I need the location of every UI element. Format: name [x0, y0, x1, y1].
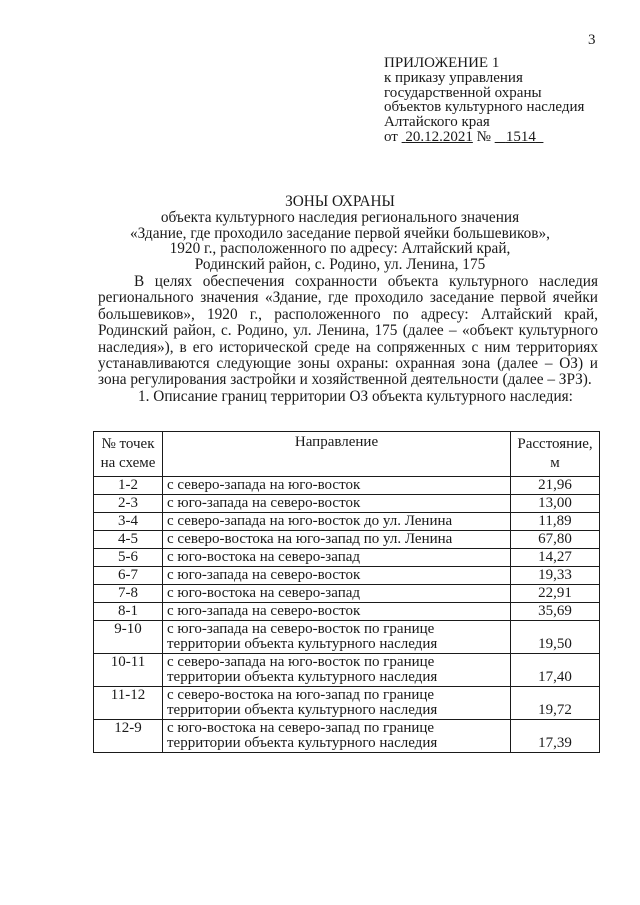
header-points: № точек на схеме [94, 432, 163, 477]
cell-direction: с юго-запада на северо-восток [163, 567, 511, 585]
order-number: 1514 [505, 128, 536, 145]
body-text [98, 274, 598, 405]
intro-paragraph: В целях обеспечения сохранности объекта культурного наследия регионального значения «Здание, где проходило заседание первой ячейки большевиков», 1920 г., расположенного по адресу: Алтайский край, Родинский район, с. Родино, ул. Ленина, 175 (далее – «объект культурного наследия»), в его исторической среде на сопряженных с ним территориях устанавливаются следующие зоны охраны: охранная зона (далее – ОЗ) и зона регулирования застройки и хозяйственной деятельности (далее – ЗРЗ). [98, 273, 598, 389]
cell-distance: 19,50 [511, 621, 600, 654]
cell-distance: 11,89 [511, 513, 600, 531]
cell-direction: с юго-востока на северо-запад [163, 549, 511, 567]
cell-points: 1-2 [94, 477, 163, 495]
section-heading: 1. Описание границ территории ОЗ объекта культурного наследия: [138, 387, 573, 405]
table-row [94, 603, 600, 621]
table-row [94, 549, 600, 567]
cell-points: 7-8 [94, 585, 163, 603]
cell-direction: с северо-запада на юго-восток по границе территории объекта культурного наследия [163, 654, 511, 687]
cell-distance: 19,72 [511, 687, 600, 720]
title-line: Родинский район, с. Родино, ул. Ленина, 175 [194, 256, 486, 274]
cell-direction: с юго-запада на северо-восток [163, 495, 511, 513]
cell-points: 10-11 [94, 654, 163, 687]
cell-direction: с юго-востока на северо-запад [163, 585, 511, 603]
cell-distance: 67,80 [511, 531, 600, 549]
cell-points: 11-12 [94, 687, 163, 720]
table-header-row [94, 432, 600, 477]
cell-direction: с северо-запада на юго-восток [163, 477, 511, 495]
appendix-line: государственной охраны [384, 84, 542, 101]
cell-distance: 17,40 [511, 654, 600, 687]
header-direction: Направление [163, 432, 511, 477]
document-title [120, 194, 560, 273]
cell-points: 4-5 [94, 531, 163, 549]
cell-distance: 22,91 [511, 585, 600, 603]
cell-distance: 35,69 [511, 603, 600, 621]
cell-direction: с юго-востока на северо-запад по границе территории объекта культурного наследия [163, 720, 511, 753]
cell-direction: с северо-востока на юго-запад по границе территории объекта культурного наследия [163, 687, 511, 720]
table-row [94, 621, 600, 654]
appendix-line: объектов культурного наследия [384, 99, 585, 116]
cell-points: 12-9 [94, 720, 163, 753]
cell-direction: с северо-востока на юго-запад по ул. Ленина [163, 531, 511, 549]
title-line: «Здание, где проходило заседание первой ячейки большевиков», [130, 224, 550, 242]
header-distance: Расстояние, м [511, 432, 600, 477]
cell-points: 9-10 [94, 621, 163, 654]
date-prefix: от [384, 128, 398, 145]
cell-points: 3-4 [94, 513, 163, 531]
page-number: 3 [588, 32, 596, 48]
cell-distance: 17,39 [511, 720, 600, 753]
appendix-line: Алтайского края [384, 114, 490, 131]
table-row [94, 513, 600, 531]
table-row [94, 567, 600, 585]
title-line: объекта культурного наследия регионального значения [160, 208, 520, 226]
table-row [94, 687, 600, 720]
title-heading: ЗОНЫ ОХРАНЫ [285, 193, 395, 210]
boundary-table [93, 431, 600, 753]
appendix-block [384, 56, 584, 145]
table-row [94, 477, 600, 495]
table-row [94, 585, 600, 603]
cell-distance: 13,00 [511, 495, 600, 513]
cell-distance: 19,33 [511, 567, 600, 585]
number-sign: № [476, 128, 491, 145]
table-row [94, 495, 600, 513]
cell-distance: 14,27 [511, 549, 600, 567]
cell-points: 6-7 [94, 567, 163, 585]
cell-points: 8-1 [94, 603, 163, 621]
appendix-line: к приказу управления [384, 69, 523, 86]
order-date: 20.12.2021 [405, 128, 473, 145]
cell-points: 2-3 [94, 495, 163, 513]
cell-direction: с юго-запада на северо-восток по границе территории объекта культурного наследия [163, 621, 511, 654]
cell-distance: 21,96 [511, 477, 600, 495]
table-row [94, 531, 600, 549]
table-row [94, 654, 600, 687]
appendix-date-line [384, 130, 584, 145]
appendix-heading: ПРИЛОЖЕНИЕ 1 [384, 55, 500, 71]
cell-direction: с северо-запада на юго-восток до ул. Ленина [163, 513, 511, 531]
cell-direction: с юго-запада на северо-восток [163, 603, 511, 621]
title-line: 1920 г., расположенного по адресу: Алтайский край, [169, 240, 511, 258]
table-row [94, 720, 600, 753]
cell-points: 5-6 [94, 549, 163, 567]
